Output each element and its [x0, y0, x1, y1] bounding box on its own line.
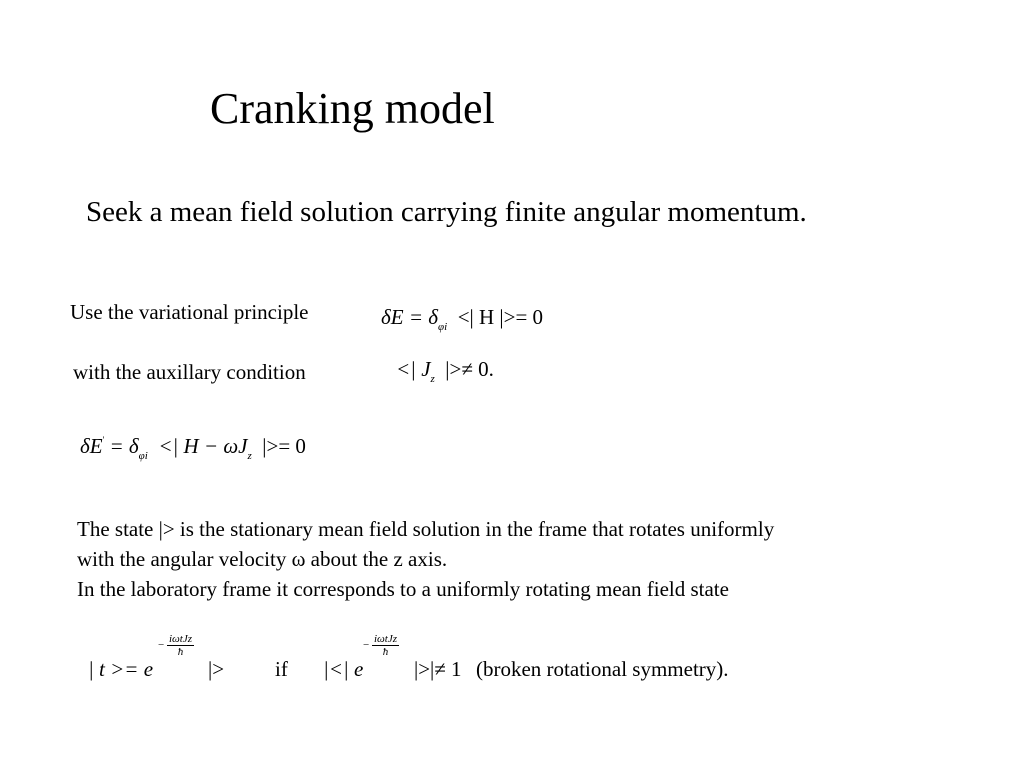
final-cond-start-text: |<| e	[323, 657, 364, 681]
final-exp-den-1: ħ	[177, 646, 184, 658]
variational-rhs: <| H |>= 0	[457, 305, 544, 329]
explanation-line-1: The state |> is the stationary mean field solution in the frame that rotates uniformly	[77, 517, 775, 541]
cranked-sub-z: z	[247, 450, 252, 462]
final-exp-sign-2: −	[363, 639, 370, 652]
auxiliary-equation	[396, 357, 494, 385]
final-exp-num-2: iωtJz	[373, 633, 398, 645]
final-if-word: if	[275, 657, 288, 681]
cranked-rhs: |>= 0	[262, 434, 306, 458]
variational-lhs: δE = δ	[381, 305, 439, 329]
cranked-equation	[80, 434, 306, 462]
final-cond-end: |>|≠ 1	[414, 657, 462, 681]
final-ket-t	[88, 657, 153, 681]
final-ket-end: |>	[208, 657, 225, 681]
auxiliary-label: with the auxillary condition	[73, 360, 306, 384]
explanation-paragraph	[77, 514, 774, 604]
final-exp-sign-1: −	[158, 639, 165, 652]
final-cond-start	[323, 657, 363, 681]
auxiliary-lhs: <| J	[396, 357, 431, 381]
auxiliary-rhs: |>≠ 0.	[445, 357, 494, 381]
final-exponent-1	[158, 633, 194, 658]
cranked-mid: <| H − ωJ	[158, 434, 248, 458]
final-ket-t-text: | t >= e	[88, 657, 154, 681]
explanation-line-3: In the laboratory frame it corresponds to a uniformly rotating mean field state	[77, 577, 729, 601]
slide-title: Cranking model	[210, 84, 495, 133]
auxiliary-sub-z: z	[430, 373, 435, 385]
final-exp-num-1: iωtJz	[168, 633, 193, 645]
explanation-line-2: with the angular velocity ω about the z axis.	[77, 547, 448, 571]
slide-subtitle: Seek a mean field solution carrying finite angular momentum.	[86, 196, 807, 228]
variational-sub-phi: φi	[438, 321, 448, 333]
cranked-lhs: δE	[80, 434, 103, 458]
final-exponent-2	[363, 633, 399, 658]
final-note: (broken rotational symmetry).	[476, 657, 729, 681]
cranked-prime: '	[102, 435, 105, 445]
cranked-eq: = δ	[104, 434, 139, 458]
cranked-sub-phi: φi	[138, 450, 148, 462]
variational-label: Use the variational principle	[70, 300, 309, 324]
final-exp-den-2: ħ	[382, 646, 389, 658]
variational-equation	[381, 305, 543, 333]
